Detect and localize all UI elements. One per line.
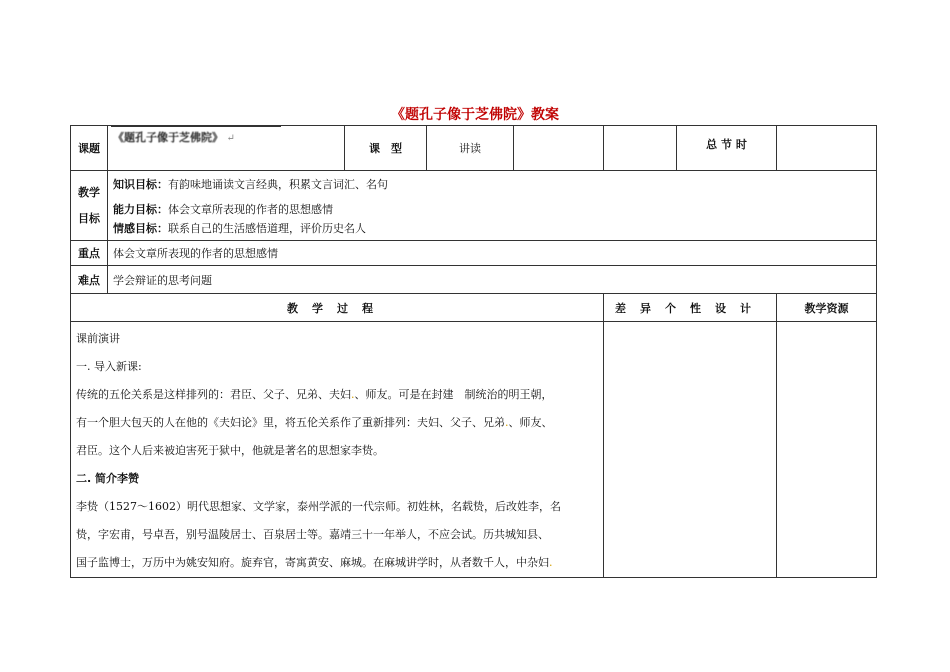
ability-text: 体会文章所表现的作者的思想感情 (168, 203, 333, 216)
content-line: 课前演讲 (76, 332, 120, 345)
content-line: 李贽（1527～1602）明代思想家、文学家，泰州学派的一代宗师。初姓林，名载贽，后改姓李，名 (76, 500, 561, 513)
goals-label (71, 171, 108, 241)
key-point-text: 体会文章所表现的作者的思想感情 (108, 241, 877, 266)
content-line: 君臣。这个人后来被迫害死于狱中，他就是著名的思想家李贽。 (76, 444, 384, 457)
process-header: 教学过程 (71, 294, 604, 322)
content-line: 传统的五伦关系是这样排列的：君臣、父子、兄弟、夫妇.、师友。可是在封建 制统治的明王朝， (76, 388, 553, 401)
design-header: 差异个性设计 (604, 294, 777, 322)
lesson-plan-table (70, 125, 877, 578)
sessions-value (777, 126, 877, 171)
section-heading: 二. 简介李赞 (76, 472, 140, 485)
document-title: 《题孔子像于芝佛院》教案 (391, 107, 559, 123)
row-key-point (71, 241, 877, 266)
sessions-label: 总 节 时 (677, 126, 777, 171)
process-content (71, 322, 604, 578)
resources-header: 教学资源 (777, 294, 877, 322)
resources-content (777, 322, 877, 578)
knowledge-text: 有韵味地诵读文言经典，积累文言词汇、名句 (168, 178, 388, 191)
paragraph-mark-icon: ↵ (226, 133, 235, 144)
goals-label-bottom: 目标 (78, 211, 100, 225)
topic-value: 《题孔子像于芝佛院》 (113, 131, 223, 144)
difficulty-label: 难点 (71, 266, 108, 294)
emotion-goal (113, 219, 871, 238)
ability-goal (113, 200, 871, 219)
emotion-text: 联系自己的生活感悟道理，评价历史名人 (168, 222, 366, 235)
type-value: 讲读 (427, 126, 514, 171)
topic-label: 课题 (71, 126, 108, 171)
empty-cell (514, 126, 604, 171)
knowledge-goal (113, 175, 871, 194)
difficulty-text: 学会辩证的思考问题 (108, 266, 877, 294)
goals-label-top: 教学 (78, 185, 100, 199)
key-point-label: 重点 (71, 241, 108, 266)
title-underline (111, 126, 281, 127)
ability-label: 能力目标： (113, 203, 168, 216)
row-process (71, 322, 877, 578)
type-label: 课 型 (345, 126, 427, 171)
row-difficulty (71, 266, 877, 294)
empty-cell (604, 126, 677, 171)
content-line: 有一个胆大包天的人在他的《夫妇论》里，将五伦关系作了重新排列：夫妇、父子、兄弟.、师友、 (76, 416, 553, 429)
content-line: 国子监博士，万历中为姚安知府。旋弃官，寄寓黄安、麻城。在麻城讲学时，从者数千人，中杂妇. (76, 556, 553, 569)
row-column-headers (71, 294, 877, 322)
content-line: 一. 导入新课: (76, 360, 142, 373)
row-topic (71, 126, 877, 171)
knowledge-label: 知识目标： (113, 178, 168, 191)
design-content (604, 322, 777, 578)
row-goals (71, 171, 877, 241)
content-line: 贽，字宏甫，号卓吾，别号温陵居士、百泉居士等。嘉靖三十一年举人，不应会试。历共城知县、 (76, 528, 549, 541)
goals-content (108, 171, 877, 241)
topic-value-cell (108, 126, 345, 171)
emotion-label: 情感目标： (113, 222, 168, 235)
